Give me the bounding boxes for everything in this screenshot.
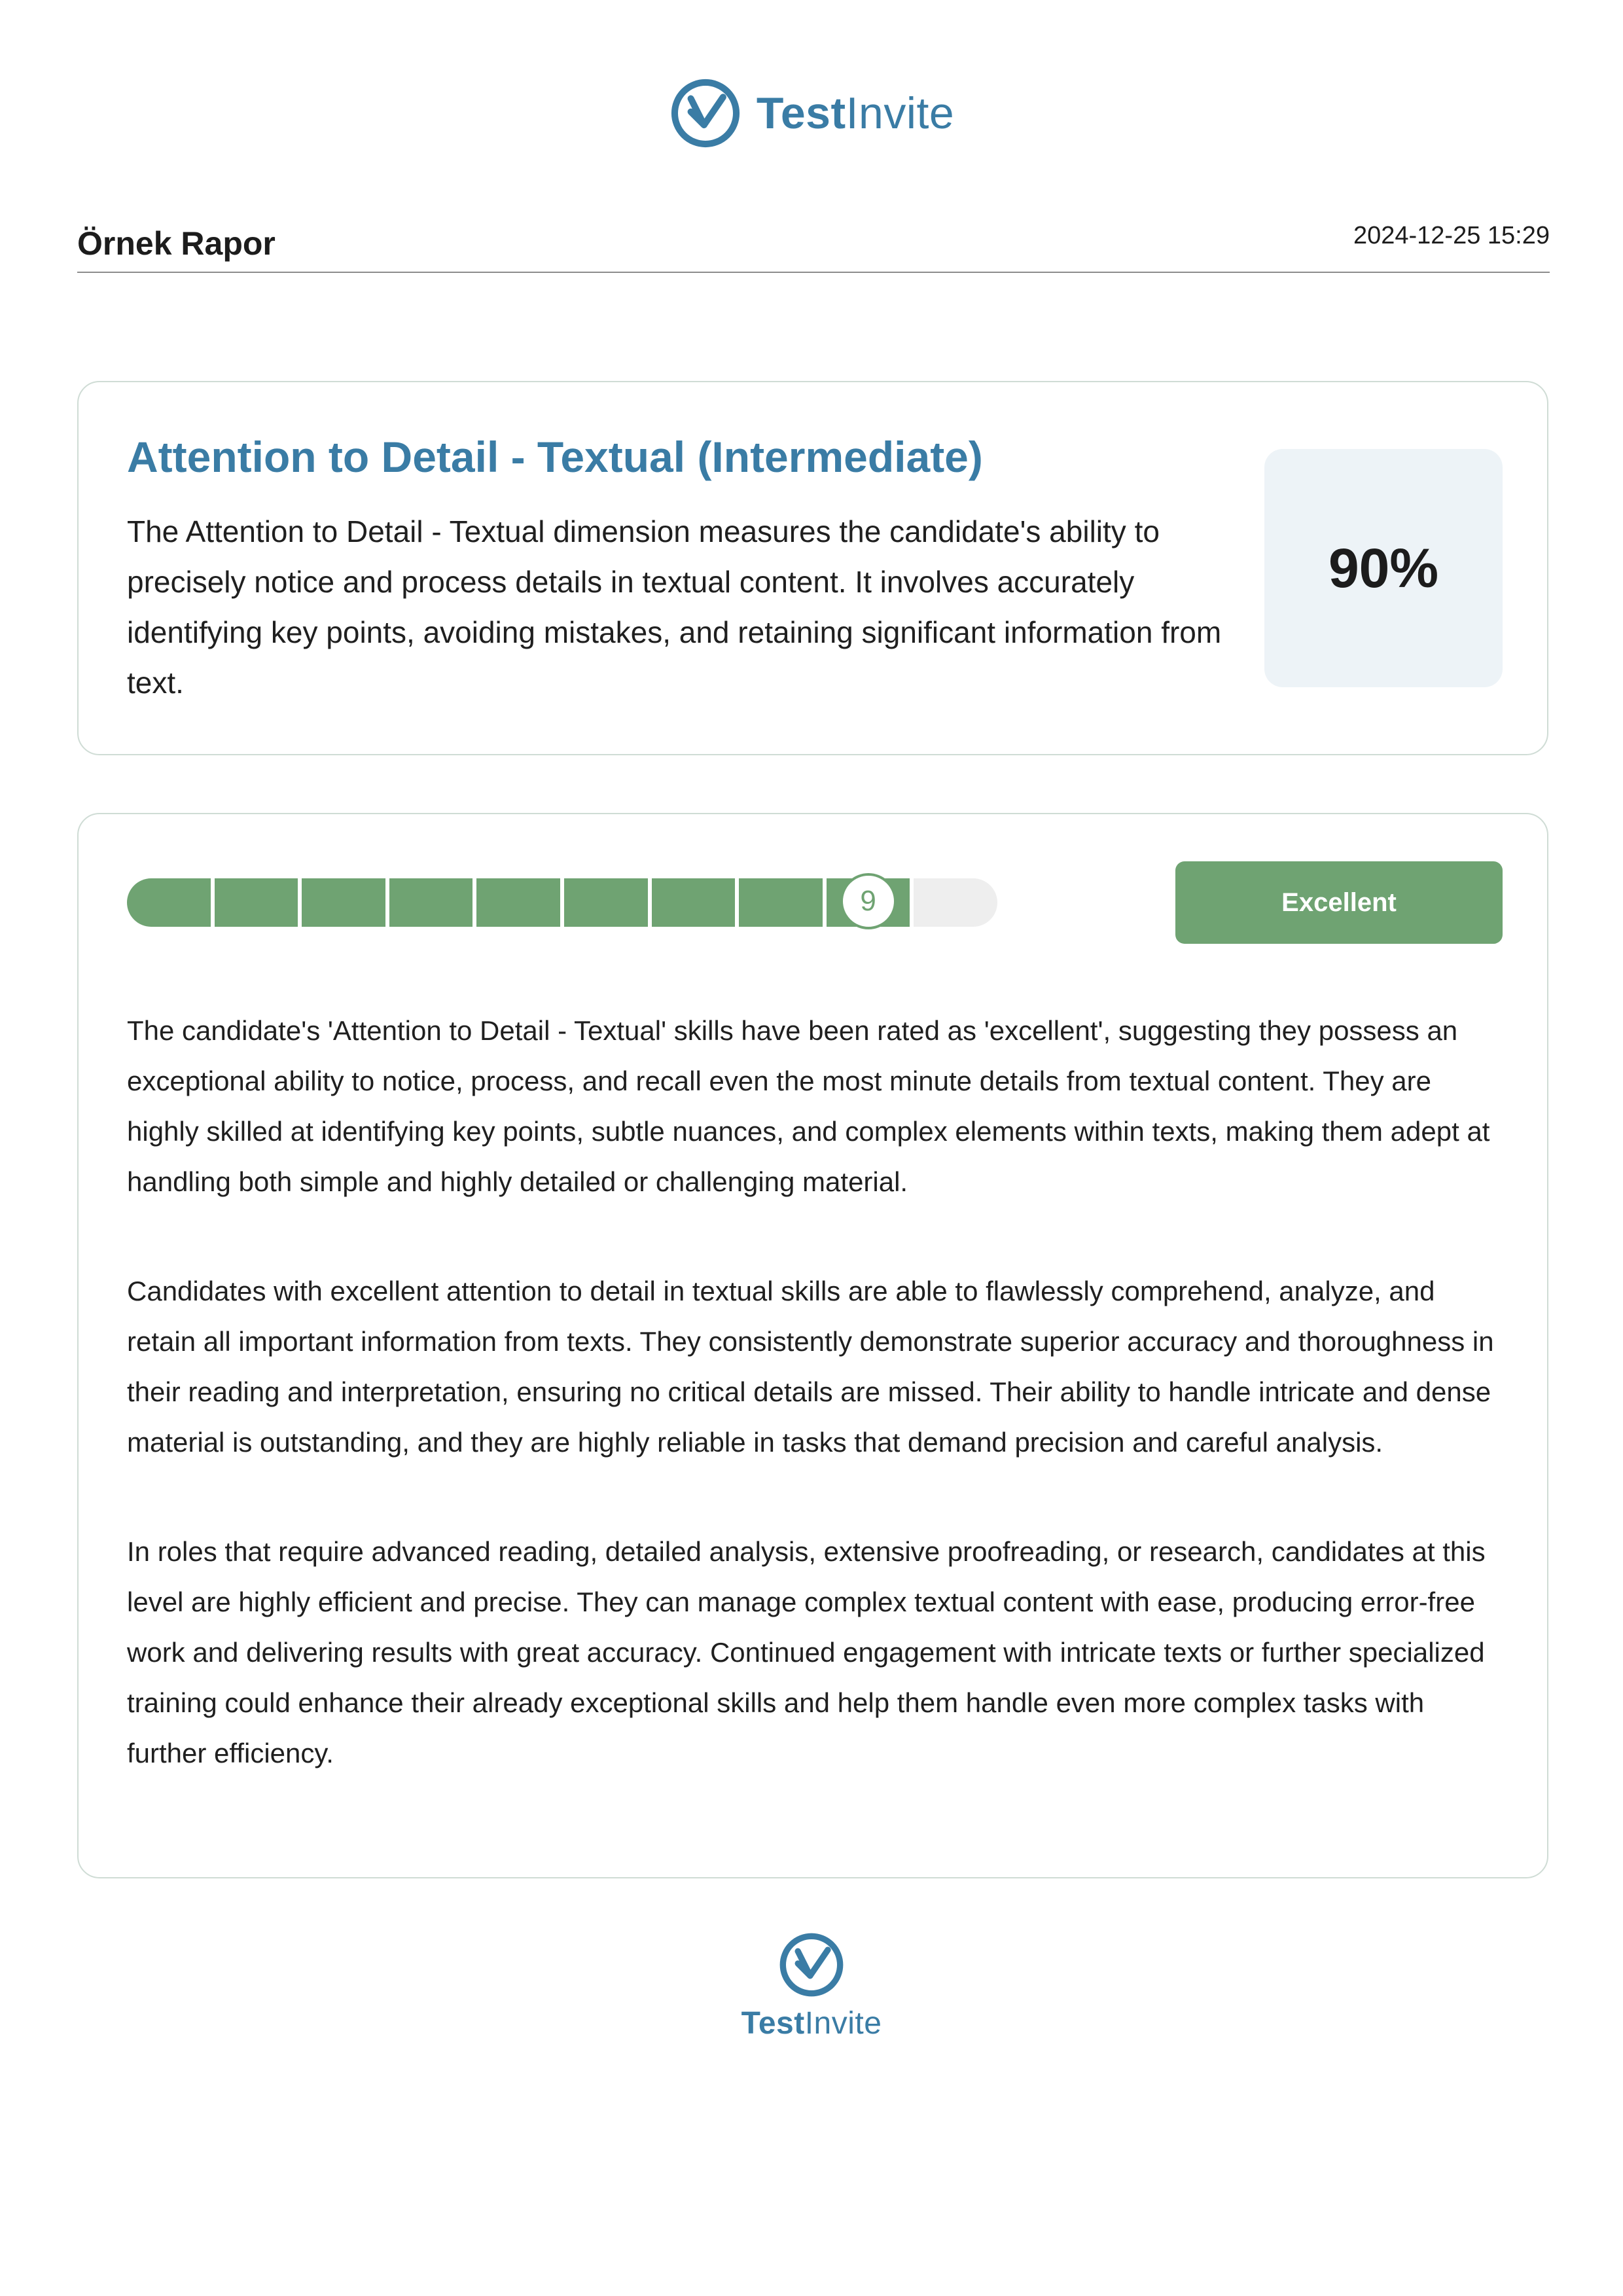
rating-paragraph: Candidates with excellent attention to detail in textual skills are able to flawlessly comprehend, analyze, and retain all important information from texts. They consistently demonstrate superior accuracy and thoroughness in their reading and interpretation, ensuring no critical details are missed. Their ability to handle intricate and dense material is outstanding, and they are highly reliable in tasks that demand precision and careful analysis. <box>127 1276 1494 1458</box>
header-logo <box>0 71 1623 156</box>
progress-segment <box>215 878 298 927</box>
progress-segment <box>914 878 997 927</box>
progress-segment <box>389 878 473 927</box>
level-badge-button[interactable]: Excellent <box>1175 861 1503 944</box>
brand-wordmark: TestInvite <box>756 88 955 138</box>
report-name: Örnek Rapor <box>77 225 276 262</box>
report-header <box>77 219 1550 273</box>
check-shield-icon <box>777 1931 846 1999</box>
rating-paragraph: In roles that require advanced reading, detailed analysis, extensive proofreading, or research, candidates at this level are highly efficient and precise. They can manage complex textual content with ease, producing error-free work and delivering results with great accuracy. Continued engagement with intricate texts or further specialized training could enhance their already exceptional skills and help them handle even more complex tasks with further efficiency. <box>127 1536 1486 1768</box>
score-box <box>1264 449 1503 687</box>
level-marker: 9 <box>840 873 897 929</box>
rating-card <box>77 813 1548 1878</box>
brand-wordmark: TestInvite <box>741 2006 882 2041</box>
progress-segment <box>739 878 823 927</box>
check-shield-icon <box>669 77 742 150</box>
report-datetime: 2024-12-25 15:29 <box>1353 222 1550 249</box>
dimension-title: Attention to Detail - Textual (Intermediate) <box>127 433 983 481</box>
rating-paragraph: The candidate's 'Attention to Detail - Textual' skills have been rated as 'excellent', suggesting they possess an exceptional ability to notice, process, and recall even the most minute details from textual content. They are highly skilled at identifying key points, subtle nuances, and complex elements within texts, making them adept at handling both simple and highly detailed or challenging material. <box>127 1015 1490 1197</box>
progress-segment <box>127 878 211 927</box>
dimension-card <box>77 381 1548 755</box>
footer-logo <box>0 1931 1623 2041</box>
score-value: 90% <box>1328 537 1439 599</box>
level-progress-bar <box>127 878 997 927</box>
progress-segment <box>302 878 385 927</box>
rating-paragraphs <box>127 1005 1508 1837</box>
dimension-description: The Attention to Detail - Textual dimension measures the candidate's ability to precisely notice and process details in textual content. It involves accurately identifying key points, avoiding mistakes, and retaining significant information from text. <box>127 514 1222 700</box>
progress-segment <box>476 878 560 927</box>
progress-segment <box>652 878 736 927</box>
progress-segment <box>564 878 648 927</box>
